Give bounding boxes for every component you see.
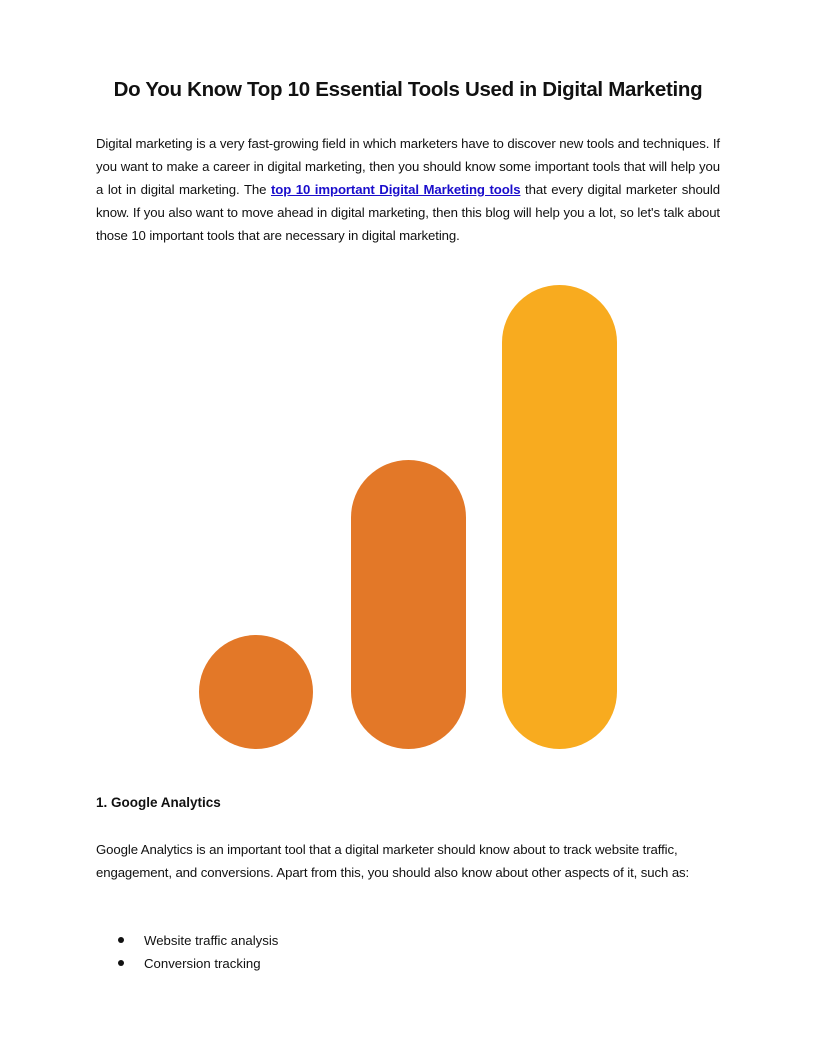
- digital-marketing-tools-link[interactable]: top 10 important Digital Marketing tools: [270, 182, 521, 197]
- intro-text-after: that every digital marketer should know. If you also want to move ahead in digital marketing, then this blog will help you a lot, so let's talk about those 10 important tools that are necessary in digital marketing.: [96, 182, 720, 243]
- section-paragraph: Google Analytics is an important tool that a digital marketer should know about to track website traffic, engagement, and conversions. Apart from this, you should also know about other aspects of it, such as:: [96, 842, 690, 880]
- bullet-list: [96, 929, 278, 975]
- list-item-text: Website traffic analysis: [144, 933, 279, 948]
- bullet-icon: [118, 937, 124, 943]
- list-item-text: Conversion tracking: [144, 956, 261, 971]
- list-item: [96, 929, 278, 952]
- bullet-icon: [118, 960, 124, 966]
- intro-text-before: Digital marketing is a very fast-growing field in which marketers have to discover new tools and techniques. If you want to make a career in digital marketing, then you should know some important tools that will help you a lot in digital marketing. The: [96, 136, 720, 197]
- section-heading: 1. Google Analytics: [96, 795, 221, 810]
- list-item: [96, 952, 278, 975]
- logo-middle-bar: [351, 460, 466, 749]
- page-title: Do You Know Top 10 Essential Tools Used in Digital Marketing: [113, 78, 703, 101]
- logo-dot: [199, 635, 313, 749]
- logo-tall-bar: [502, 285, 617, 749]
